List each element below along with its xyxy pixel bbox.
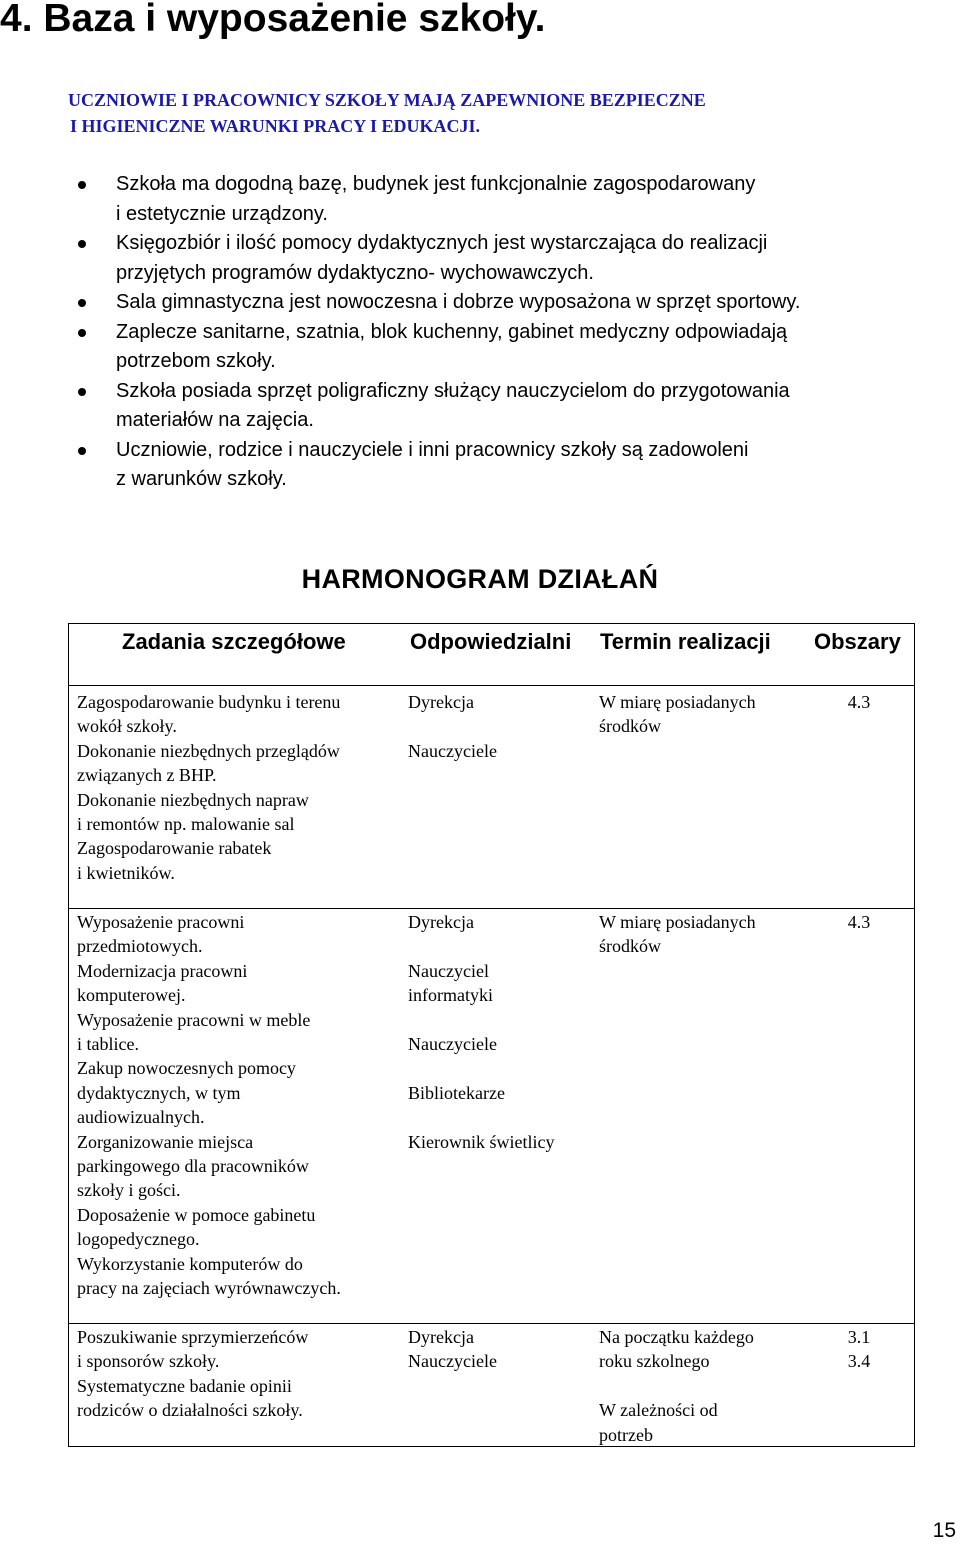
cell-text: i sponsorów szkoły. xyxy=(77,1351,220,1372)
bullet-text: materiałów na zajęcia. xyxy=(116,409,314,431)
cell-text: Zagospodarowanie rabatek xyxy=(77,838,272,859)
responsible-cell xyxy=(408,690,588,763)
bullet-text: Księgozbiór i ilość pomocy dydaktycznych jest wystarczająca do realizacji xyxy=(116,232,768,254)
table-header-cell: Zadania szczegółowe xyxy=(122,629,346,654)
bullet-text: z warunków szkoły. xyxy=(116,468,287,490)
bullet-dot-icon xyxy=(78,447,86,455)
cell-text: W zależności od xyxy=(599,1400,718,1421)
cell-text: 3.1 xyxy=(847,1327,871,1347)
schedule-table xyxy=(68,623,915,1447)
cell-text: Nauczyciel xyxy=(408,960,489,981)
bullet-dot-icon xyxy=(78,299,86,307)
bullet-dot-icon xyxy=(78,329,86,337)
table-row xyxy=(69,910,914,1324)
bullet-dot-icon xyxy=(78,388,86,396)
bullet-text: Uczniowie, rodzice i nauczyciele i inni pracownicy szkoły są zadowoleni xyxy=(116,438,749,461)
bullet-dot-icon xyxy=(78,181,86,189)
deadline-cell xyxy=(599,690,799,739)
cell-text: 3.4 xyxy=(847,1351,871,1372)
cell-text: Zagospodarowanie budynku i terenu xyxy=(77,692,341,712)
cell-text: Dyrekcja xyxy=(408,1327,474,1347)
section-title: 4. Baza i wyposażenie szkoły. xyxy=(0,0,546,40)
bullet-item xyxy=(70,288,920,318)
cell-text: Dokonanie niezbędnych przeglądów xyxy=(77,740,340,761)
cell-text: wokół szkoły. xyxy=(77,716,177,737)
cell-text: Nauczyciele xyxy=(408,1351,497,1372)
table-header-cell: Termin realizacji xyxy=(600,629,771,654)
cell-text: Poszukiwanie sprzymierzeńców xyxy=(77,1327,309,1347)
cell-text: środków xyxy=(599,936,661,957)
cell-text: W miarę posiadanych xyxy=(599,692,756,712)
cell-text: 4.3 xyxy=(847,692,871,712)
cell-text: związanych z BHP. xyxy=(77,765,217,786)
table-header-cell: Odpowiedzialni xyxy=(410,629,572,654)
cell-text: szkoły i gości. xyxy=(77,1180,181,1201)
cell-text: i kwietników. xyxy=(77,862,175,883)
table-header-cell: Obszary xyxy=(814,629,901,654)
areas-cell xyxy=(809,1325,909,1374)
bullet-item xyxy=(70,318,920,377)
responsible-cell xyxy=(408,910,588,1154)
cell-text: logopedycznego. xyxy=(77,1229,200,1250)
task-cell xyxy=(77,910,399,1301)
cell-text: Wyposażenie pracowni xyxy=(77,912,245,932)
deadline-cell xyxy=(599,910,799,959)
bullet-item xyxy=(70,377,920,436)
cell-text: W miarę posiadanych xyxy=(599,912,756,932)
cell-text: parkingowego dla pracowników xyxy=(77,1156,309,1177)
cell-text: informatyki xyxy=(408,985,493,1006)
bullet-text: Szkoła posiada sprzęt poligraficzny służący nauczycielom do przygotowania xyxy=(116,379,790,402)
harmonogram-heading: HARMONOGRAM DZIAŁAŃ xyxy=(301,564,659,594)
task-cell xyxy=(77,690,399,885)
cell-text: Kierownik świetlicy xyxy=(408,1131,555,1152)
cell-text: Bibliotekarze xyxy=(408,1082,505,1103)
cell-text: Dokonanie niezbędnych napraw xyxy=(77,789,309,810)
cell-text: pracy na zajęciach wyrównawczych. xyxy=(77,1278,341,1299)
cell-text: Wykorzystanie komputerów do xyxy=(77,1253,303,1274)
cell-text: audiowizualnych. xyxy=(77,1107,205,1128)
section-subheading xyxy=(68,87,898,139)
cell-text: Na początku każdego xyxy=(599,1327,754,1347)
table-row xyxy=(69,1325,914,1445)
bullet-text: i estetycznie urządzony. xyxy=(116,202,328,225)
cell-text: przedmiotowych. xyxy=(77,936,203,957)
bullet-text: przyjętych programów dydaktyczno- wychowawczych. xyxy=(116,261,594,284)
bullet-item xyxy=(70,170,920,229)
cell-text: 4.3 xyxy=(847,912,871,932)
cell-text: roku szkolnego xyxy=(599,1351,710,1372)
cell-text: Nauczyciele xyxy=(408,740,497,761)
bullet-dot-icon xyxy=(78,240,86,248)
table-header-row xyxy=(69,624,914,686)
cell-text: komputerowej. xyxy=(77,985,186,1006)
cell-text: Dyrekcja xyxy=(408,692,474,712)
cell-text: Zorganizowanie miejsca xyxy=(77,1131,254,1152)
cell-text: Nauczyciele xyxy=(408,1034,497,1054)
cell-text: Doposażenie w pomoce gabinetu xyxy=(77,1204,316,1225)
bullet-item xyxy=(70,436,920,495)
cell-text: dydaktycznych, w tym xyxy=(77,1082,241,1103)
cell-text: i remontów np. malowanie sal xyxy=(77,814,295,835)
bullet-text: Szkoła ma dogodną bazę, budynek jest funkcjonalnie zagospodarowany xyxy=(116,173,756,195)
bullet-text: Sala gimnastyczna jest nowoczesna i dobrze wyposażona w sprzęt sportowy. xyxy=(116,291,801,313)
bullet-text: potrzebom szkoły. xyxy=(116,350,276,372)
bullet-text: Zaplecze sanitarne, szatnia, blok kuchenny, gabinet medyczny odpowiadają xyxy=(116,320,788,343)
cell-text: środków xyxy=(599,716,661,737)
cell-text: potrzeb xyxy=(599,1424,653,1445)
subheading-line: UCZNIOWIE I PRACOWNICY SZKOŁY MAJĄ ZAPEWNIONE BEZPIECZNE xyxy=(68,90,706,110)
bullet-item xyxy=(70,229,920,288)
cell-text: Systematyczne badanie opinii xyxy=(77,1375,292,1396)
cell-text: Zakup nowoczesnych pomocy xyxy=(77,1058,296,1079)
cell-text: Modernizacja pracowni xyxy=(77,960,248,981)
table-row xyxy=(69,690,914,909)
cell-text: Dyrekcja xyxy=(408,912,474,932)
areas-cell xyxy=(809,690,909,714)
deadline-cell xyxy=(599,1325,799,1447)
subheading-line: I HIGIENICZNE WARUNKI PRACY I EDUKACJI. xyxy=(70,116,481,136)
areas-cell xyxy=(809,910,909,934)
cell-text: Wyposażenie pracowni w meble xyxy=(77,1009,311,1030)
cell-text: i tablice. xyxy=(77,1034,139,1055)
bullet-list xyxy=(70,170,920,495)
page-number: 15 xyxy=(932,1519,956,1542)
responsible-cell xyxy=(408,1325,588,1374)
task-cell xyxy=(77,1325,399,1423)
cell-text: rodziców o działalności szkoły. xyxy=(77,1400,303,1421)
